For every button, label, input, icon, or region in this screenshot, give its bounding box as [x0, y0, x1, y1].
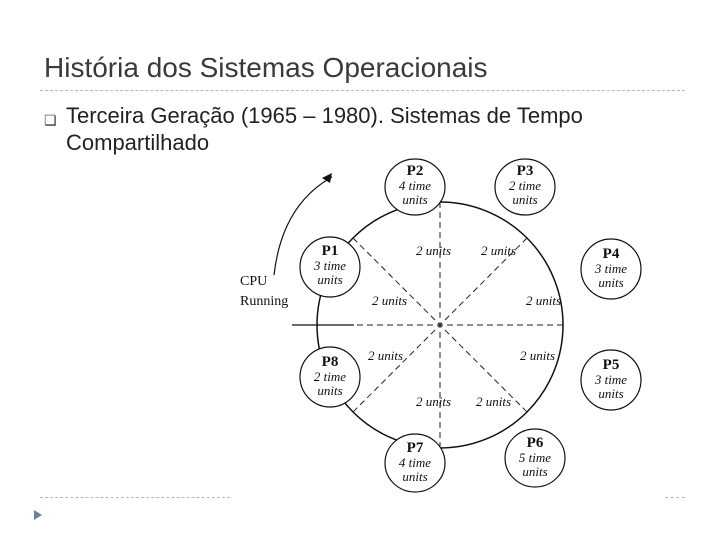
process-p2-line2: units [402, 192, 428, 207]
process-p1-line2: units [317, 272, 343, 287]
process-p6-line2: units [522, 464, 548, 479]
round-robin-diagram [232, 145, 680, 505]
process-p4 [581, 239, 641, 299]
process-p4-line2: units [598, 275, 624, 290]
process-p5-line2: units [598, 386, 624, 401]
bullet-text: Terceira Geração (1965 – 1980). Sistemas de Tempo Compartilhado [66, 103, 583, 155]
cpu-label-line1: CPU [240, 274, 268, 289]
process-p8-name: P8 [321, 354, 339, 370]
footer-divider-left [40, 497, 230, 498]
slide-nav-arrow-icon [32, 508, 44, 526]
process-p7-name: P7 [406, 440, 424, 456]
slide-title: História dos Sistemas Operacionais [44, 52, 488, 83]
cpu-label-line2: Running [240, 294, 289, 309]
slice-label-5: 2 units [368, 348, 404, 363]
process-p1-line1: 3 time [313, 258, 347, 273]
process-p7 [385, 434, 445, 492]
process-p3-name: P3 [516, 163, 534, 179]
slice-label-8: 2 units [476, 394, 512, 409]
footer-divider-right [665, 497, 685, 498]
process-p6-line1: 5 time [518, 450, 552, 465]
process-p2-line1: 4 time [398, 178, 432, 193]
rotation-arrowhead [322, 173, 332, 183]
title-divider [40, 90, 685, 91]
process-p3 [495, 159, 555, 215]
process-p5-line1: 3 time [594, 372, 628, 387]
process-p3-line2: units [512, 192, 538, 207]
process-p5-name: P5 [602, 357, 620, 373]
process-p4-line1: 3 time [594, 261, 628, 276]
process-p4-name: P4 [602, 246, 620, 262]
process-p6-name: P6 [526, 435, 544, 451]
process-p7-line2: units [402, 469, 428, 484]
process-p8 [300, 347, 360, 407]
process-p1 [300, 237, 360, 297]
bullet-icon: ❏ [44, 112, 57, 128]
slice-label-1: 2 units [416, 243, 452, 258]
process-p7-line1: 4 time [398, 455, 432, 470]
process-p5 [581, 350, 641, 410]
slice-label-3: 2 units [372, 293, 408, 308]
process-p8-line1: 2 time [313, 369, 347, 384]
slice-label-6: 2 units [520, 348, 556, 363]
process-p6 [505, 429, 565, 487]
process-p3-line1: 2 time [508, 178, 542, 193]
slice-label-4: 2 units [526, 293, 562, 308]
process-p8-line2: units [317, 383, 343, 398]
slice-label-2: 2 units [481, 243, 517, 258]
slice-label-7: 2 units [416, 394, 452, 409]
process-p2-name: P2 [406, 163, 424, 179]
process-p2 [385, 159, 445, 215]
process-p1-name: P1 [321, 243, 339, 259]
